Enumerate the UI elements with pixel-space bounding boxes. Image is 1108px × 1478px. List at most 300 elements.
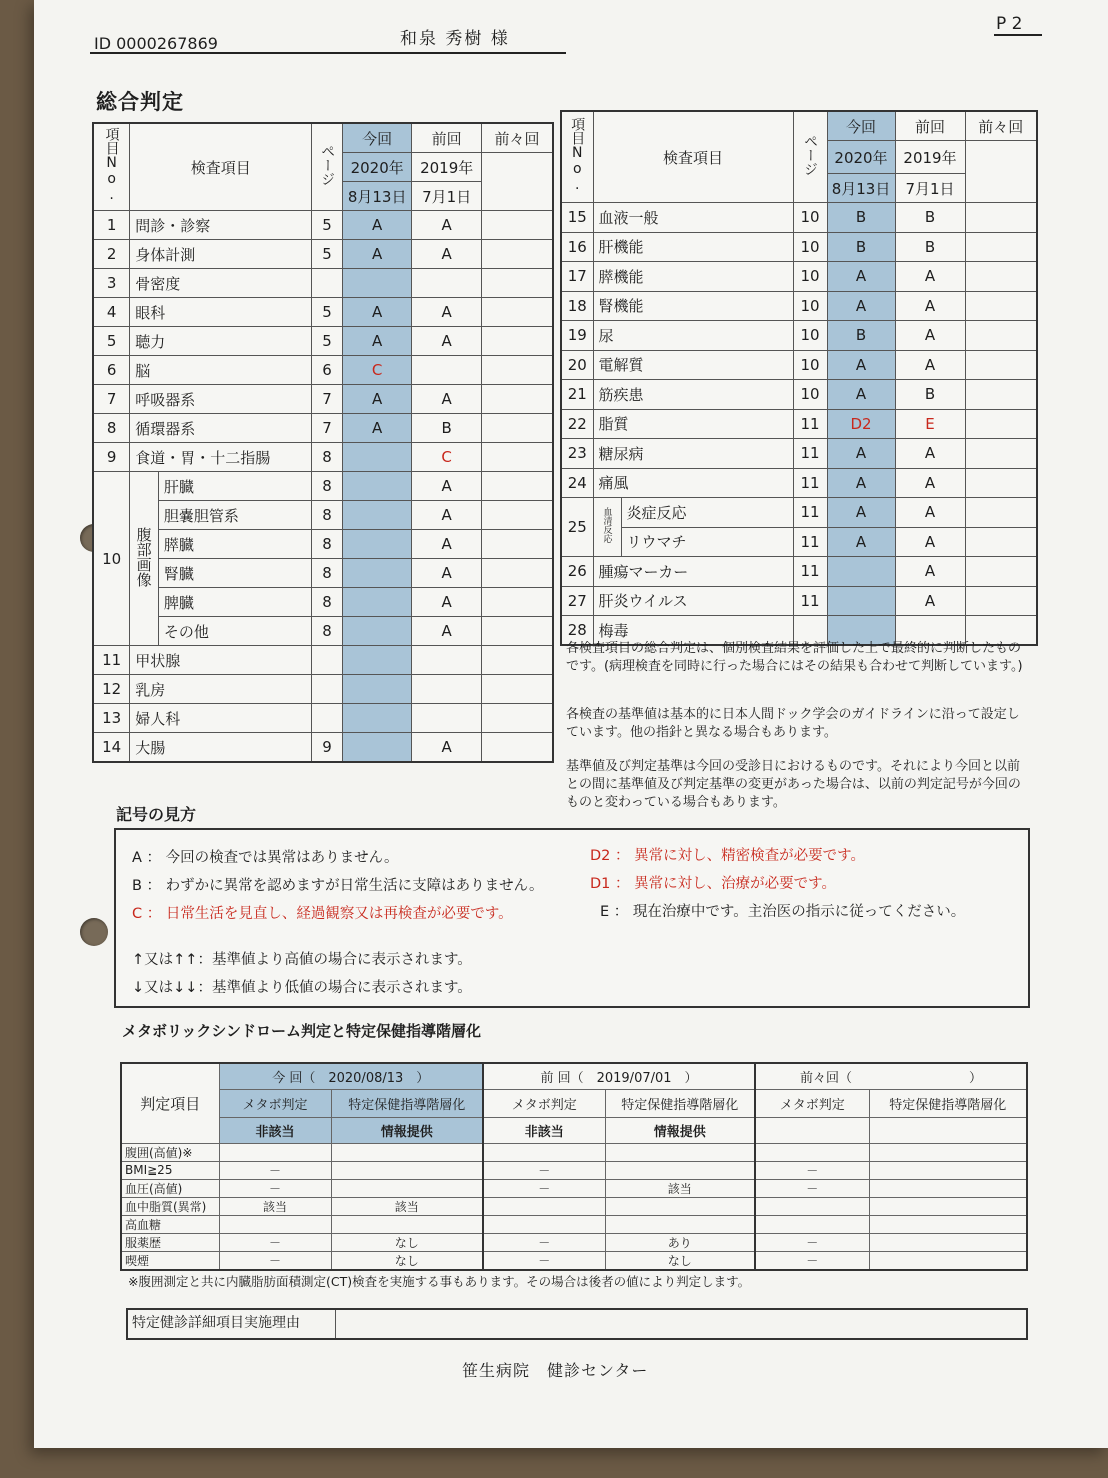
abdominal-group-text: 腹部画像 — [134, 526, 153, 587]
grade-previous: A — [412, 385, 482, 414]
table-row — [561, 262, 1037, 292]
item-name: 電解質 — [593, 350, 793, 380]
cur-metabo-cell: － — [219, 1161, 331, 1179]
grade-previous: E — [895, 409, 965, 439]
table-row — [93, 530, 553, 559]
header-current-year: 2020年 — [342, 153, 412, 182]
grade-before-previous — [481, 327, 553, 356]
prev-metabo-cell: － — [483, 1233, 605, 1251]
grade-current: A — [827, 262, 895, 292]
item-name: 腎機能 — [593, 291, 793, 321]
header-item-no: 項目No. — [93, 123, 130, 211]
metabo-row — [121, 1179, 1027, 1197]
patient-id: ID 0000267869 — [94, 34, 218, 53]
grade-previous: A — [412, 472, 482, 501]
header-before-previous-date — [965, 141, 1037, 203]
grade-before-previous — [965, 380, 1037, 410]
item-page: 11 — [793, 586, 827, 616]
item-name: 膵機能 — [593, 262, 793, 292]
item-no: 21 — [561, 380, 593, 410]
table-row — [93, 675, 553, 704]
item-name: 腎臓 — [158, 559, 311, 588]
reason-box — [126, 1308, 1028, 1340]
page-number: P 2 — [996, 14, 1023, 34]
legend-d2 — [590, 844, 865, 865]
grade-previous: A — [412, 298, 482, 327]
cur-metabo-result: 非該当 — [219, 1117, 331, 1143]
grade-before-previous — [481, 298, 553, 327]
item-name: 循環器系 — [130, 414, 312, 443]
grade-current — [827, 586, 895, 616]
prev-guidance-cell — [605, 1215, 755, 1233]
grade-before-previous — [965, 232, 1037, 262]
table-row — [93, 240, 553, 269]
grade-before-previous — [965, 409, 1037, 439]
prev-metabo-cell — [483, 1143, 605, 1161]
item-name: その他 — [158, 617, 311, 646]
cur-guidance-cell: なし — [331, 1251, 483, 1270]
item-page: 8 — [312, 559, 343, 588]
table-row — [561, 586, 1037, 616]
abdominal-group-label — [130, 472, 159, 646]
grade-before-previous — [481, 501, 553, 530]
punch-hole — [80, 918, 108, 946]
grade-current — [342, 530, 412, 559]
cur-metabo-cell: － — [219, 1251, 331, 1270]
grade-previous: A — [895, 498, 965, 528]
item-page: 10 — [793, 262, 827, 292]
grade-previous: A — [895, 586, 965, 616]
item-page: 8 — [312, 501, 343, 530]
legend-d1 — [590, 872, 836, 893]
table-row — [561, 291, 1037, 321]
item-no: 23 — [561, 439, 593, 469]
item-name: 呼吸器系 — [130, 385, 312, 414]
metabo-table — [120, 1062, 1028, 1271]
item-name: 肝炎ウイルス — [593, 586, 793, 616]
legend-e — [600, 900, 965, 921]
grade-before-previous — [965, 350, 1037, 380]
table-row — [93, 704, 553, 733]
item-name: 梅毒 — [593, 616, 793, 646]
prev2-metabo-cell — [755, 1143, 869, 1161]
header-current-year: 2020年 — [827, 141, 895, 174]
item-page: 10 — [793, 380, 827, 410]
item-page: 8 — [312, 588, 343, 617]
grade-current — [342, 646, 412, 675]
grade-previous: A — [412, 559, 482, 588]
grade-current: A — [827, 527, 895, 557]
metabo-row — [121, 1251, 1027, 1270]
grade-current — [342, 617, 412, 646]
cur-metabo-cell: － — [219, 1233, 331, 1251]
table-row — [561, 380, 1037, 410]
table-row — [93, 588, 553, 617]
item-page: 11 — [793, 557, 827, 587]
table-row — [93, 443, 553, 472]
legend-b: B ： わずかに異常を認めますが日常生活に支障はありません。 — [132, 878, 544, 894]
item-name: 胆嚢胆管系 — [158, 501, 311, 530]
col-metabo-prev2: メタボ判定 — [755, 1089, 869, 1117]
table-row — [93, 646, 553, 675]
item-no: 1 — [93, 211, 130, 240]
grade-before-previous — [965, 203, 1037, 233]
table-row — [93, 269, 553, 298]
item-page: 7 — [312, 414, 343, 443]
item-no: 28 — [561, 616, 593, 646]
grade-previous: A — [412, 327, 482, 356]
grade-previous — [412, 646, 482, 675]
legend-box — [114, 828, 1030, 1008]
grade-before-previous — [965, 586, 1037, 616]
item-no: 25 — [561, 498, 593, 557]
item-page: 5 — [312, 298, 343, 327]
table-row — [93, 414, 553, 443]
cur-guidance-cell — [331, 1179, 483, 1197]
grade-current — [342, 269, 412, 298]
table-row — [561, 409, 1037, 439]
table-row — [93, 356, 553, 385]
grade-previous: B — [412, 414, 482, 443]
table-row — [561, 203, 1037, 233]
item-name: 脾臓 — [158, 588, 311, 617]
table-row — [561, 439, 1037, 469]
grade-current: A — [342, 414, 412, 443]
col-metabo-previous: メタボ判定 — [483, 1089, 605, 1117]
grade-current: A — [827, 350, 895, 380]
cur-metabo-cell — [219, 1143, 331, 1161]
item-no: 7 — [93, 385, 130, 414]
prev-metabo-cell: － — [483, 1179, 605, 1197]
grade-before-previous — [481, 269, 553, 298]
grade-before-previous — [481, 356, 553, 385]
item-page — [312, 675, 343, 704]
item-no: 8 — [93, 414, 130, 443]
item-page: 5 — [312, 327, 343, 356]
item-page: 10 — [793, 232, 827, 262]
grade-before-previous — [481, 385, 553, 414]
table-row — [93, 617, 553, 646]
item-name: 糖尿病 — [593, 439, 793, 469]
metabo-row-label: 血圧(高値) — [121, 1179, 219, 1197]
item-no: 27 — [561, 586, 593, 616]
item-name: 尿 — [593, 321, 793, 351]
prev2-guidance-cell — [869, 1179, 1027, 1197]
prev-guidance-cell: あり — [605, 1233, 755, 1251]
item-page: 5 — [312, 240, 343, 269]
header-underline — [90, 52, 566, 54]
item-name: 肝臓 — [158, 472, 311, 501]
prev2-metabo-cell — [755, 1197, 869, 1215]
item-name: 炎症反応 — [621, 498, 793, 528]
metabo-current-header: 今 回（ 2020/08/13 ） — [219, 1063, 483, 1089]
table-row — [93, 559, 553, 588]
item-no: 22 — [561, 409, 593, 439]
legend-title: 記号の見方 — [116, 805, 197, 824]
grade-before-previous — [481, 240, 553, 269]
header-before-previous: 前々回 — [965, 111, 1037, 141]
item-name: 問診・診察 — [130, 211, 312, 240]
header-previous-year: 2019年 — [895, 141, 965, 174]
header-page: ページ — [312, 123, 343, 211]
item-name: 食道・胃・十二指腸 — [130, 443, 312, 472]
reason-label: 特定健診詳細項目実施理由 — [128, 1310, 336, 1338]
grade-before-previous — [965, 291, 1037, 321]
item-name: 筋疾患 — [593, 380, 793, 410]
prev2-metabo-cell — [755, 1215, 869, 1233]
item-no: 6 — [93, 356, 130, 385]
grade-before-previous — [481, 443, 553, 472]
grade-before-previous — [965, 321, 1037, 351]
header-current: 今回 — [827, 111, 895, 141]
grade-current: A — [827, 380, 895, 410]
grade-before-previous — [481, 530, 553, 559]
item-no: 3 — [93, 269, 130, 298]
prev2-metabo-cell: － — [755, 1179, 869, 1197]
metabo-row-label: 腹囲(高値)※ — [121, 1143, 219, 1161]
item-name: リウマチ — [621, 527, 793, 557]
judgement-table-left — [92, 122, 554, 763]
grade-previous: A — [895, 527, 965, 557]
header-before-previous: 前々回 — [481, 123, 553, 153]
table-row — [93, 733, 553, 763]
col-guidance-current: 特定保健指導階層化 — [331, 1089, 483, 1117]
item-no: 5 — [93, 327, 130, 356]
item-no: 4 — [93, 298, 130, 327]
prev-guidance-cell: 該当 — [605, 1179, 755, 1197]
grade-previous: A — [895, 262, 965, 292]
metabo-row-label: 血中脂質(異常) — [121, 1197, 219, 1215]
page-underline — [994, 34, 1042, 36]
table-row — [93, 298, 553, 327]
metabo-footnote: ※腹囲測定と共に内臓脂肪面積測定(CT)検査を実施する事もあります。その場合は後者の値により判定します。 — [128, 1274, 751, 1289]
grade-previous: B — [895, 203, 965, 233]
item-no: 12 — [93, 675, 130, 704]
grade-previous: C — [412, 443, 482, 472]
grade-current — [827, 557, 895, 587]
prev-metabo-cell — [483, 1215, 605, 1233]
serum-group-label — [593, 498, 621, 557]
metabo-prev2-header: 前々回（ ） — [755, 1063, 1027, 1089]
item-page: 11 — [793, 439, 827, 469]
header-item: 検査項目 — [593, 111, 793, 203]
grade-previous: A — [412, 733, 482, 763]
grade-current: B — [827, 321, 895, 351]
metabo-row — [121, 1161, 1027, 1179]
grade-current: A — [827, 439, 895, 469]
metabo-row-label: 喫煙 — [121, 1251, 219, 1270]
grade-current — [342, 704, 412, 733]
grade-previous: A — [895, 468, 965, 498]
table-row — [93, 472, 553, 501]
legend-a: A ： 今回の検査では異常はありません。 — [132, 850, 399, 866]
header-previous: 前回 — [895, 111, 965, 141]
judge-item-label: 判定項目 — [121, 1063, 219, 1143]
grade-before-previous — [481, 588, 553, 617]
legend-up: ↑又は↑↑：基準値より高値の場合に表示されます。 — [132, 952, 472, 968]
grade-before-previous — [965, 498, 1037, 528]
prev2-guidance-cell — [869, 1161, 1027, 1179]
grade-previous: A — [895, 439, 965, 469]
table-row — [561, 468, 1037, 498]
table-row — [93, 327, 553, 356]
table-row — [93, 211, 553, 240]
item-no: 24 — [561, 468, 593, 498]
metabo-row-label: 服薬歴 — [121, 1233, 219, 1251]
prev-guidance-cell — [605, 1143, 755, 1161]
item-name: 膵臓 — [158, 530, 311, 559]
grade-previous: A — [895, 557, 965, 587]
item-no: 16 — [561, 232, 593, 262]
note-3: 基準値及び判定基準は今回の受診日におけるものです。それにより今回と以前との間に基準値及び判定基準の変更があった場合は、以前の判定記号が今回のものと変わっている場合もあります。 — [566, 759, 1021, 810]
item-no: 18 — [561, 291, 593, 321]
grade-before-previous — [965, 439, 1037, 469]
item-no: 2 — [93, 240, 130, 269]
grade-current: A — [827, 468, 895, 498]
grade-current: A — [342, 211, 412, 240]
cur-guidance-result: 情報提供 — [331, 1117, 483, 1143]
item-name: 痛風 — [593, 468, 793, 498]
legend-d1-text: D1 ： 異常に対し、治療が必要です。 — [590, 876, 836, 892]
table-row — [561, 557, 1037, 587]
prev-metabo-cell: － — [483, 1161, 605, 1179]
metabo-row-label: 高血糖 — [121, 1215, 219, 1233]
grade-previous: A — [412, 588, 482, 617]
grade-current: A — [342, 298, 412, 327]
header-previous: 前回 — [412, 123, 482, 153]
grade-current: C — [342, 356, 412, 385]
metabo-row-label: BMI≧25 — [121, 1161, 219, 1179]
item-name: 脂質 — [593, 409, 793, 439]
item-name: 肝機能 — [593, 232, 793, 262]
header-previous-year: 2019年 — [412, 153, 482, 182]
item-no: 20 — [561, 350, 593, 380]
item-page: 11 — [793, 409, 827, 439]
grade-previous: A — [412, 617, 482, 646]
grade-current — [342, 559, 412, 588]
cur-guidance-cell — [331, 1143, 483, 1161]
header-item: 検査項目 — [130, 123, 312, 211]
cur-guidance-cell: なし — [331, 1233, 483, 1251]
item-name: 脳 — [130, 356, 312, 385]
item-page: 8 — [312, 530, 343, 559]
item-page: 7 — [312, 385, 343, 414]
grade-current: A — [827, 291, 895, 321]
item-page: 11 — [793, 468, 827, 498]
grade-before-previous — [481, 559, 553, 588]
grade-current: A — [342, 327, 412, 356]
item-name: 大腸 — [130, 733, 312, 763]
grade-current: D2 — [827, 409, 895, 439]
item-name: 身体計測 — [130, 240, 312, 269]
col-guidance-previous: 特定保健指導階層化 — [605, 1089, 755, 1117]
cur-metabo-cell — [219, 1215, 331, 1233]
item-no: 10 — [93, 472, 130, 646]
legend-down: ↓又は↓↓：基準値より低値の場合に表示されます。 — [132, 980, 472, 996]
grade-previous — [412, 356, 482, 385]
item-page: 10 — [793, 321, 827, 351]
cur-metabo-cell: 該当 — [219, 1197, 331, 1215]
cur-guidance-cell: 該当 — [331, 1197, 483, 1215]
grade-previous: A — [895, 321, 965, 351]
item-name: 眼科 — [130, 298, 312, 327]
grade-before-previous — [481, 211, 553, 240]
grade-current — [342, 675, 412, 704]
note-1: 各検査項目の総合判定は、個別検査結果を評価した上で最終的に判断したものです。(病理検査を同時に行った場合にはその結果も合わせて判断しています。) — [566, 641, 1023, 674]
grade-before-previous — [481, 733, 553, 763]
table-row — [93, 385, 553, 414]
item-no: 11 — [93, 646, 130, 675]
cur-guidance-cell — [331, 1161, 483, 1179]
grade-previous: A — [895, 291, 965, 321]
item-name: 乳房 — [130, 675, 312, 704]
grade-current: A — [342, 385, 412, 414]
legend-e-text: E ： 現在治療中です。主治医の指示に従ってください。 — [600, 904, 966, 920]
legend-d2-text: D2 ： 異常に対し、精密検査が必要です。 — [590, 848, 865, 864]
grade-current: B — [827, 203, 895, 233]
cur-metabo-cell: － — [219, 1179, 331, 1197]
grade-before-previous — [965, 468, 1037, 498]
grade-previous — [412, 269, 482, 298]
prev2-guidance-cell — [869, 1233, 1027, 1251]
item-page — [312, 704, 343, 733]
item-no: 19 — [561, 321, 593, 351]
table-row — [561, 498, 1037, 528]
grade-current — [342, 443, 412, 472]
prev2-guidance-cell — [869, 1197, 1027, 1215]
metabo-row — [121, 1215, 1027, 1233]
prev2-metabo-cell: － — [755, 1251, 869, 1270]
item-page — [312, 269, 343, 298]
metabo-row — [121, 1143, 1027, 1161]
header-previous-date: 7月1日 — [412, 182, 482, 211]
prev-guidance-cell — [605, 1161, 755, 1179]
item-no: 13 — [93, 704, 130, 733]
item-page — [312, 646, 343, 675]
prev2-guidance-cell — [869, 1215, 1027, 1233]
grade-previous: A — [412, 530, 482, 559]
col-guidance-prev2: 特定保健指導階層化 — [869, 1089, 1027, 1117]
item-page: 11 — [793, 498, 827, 528]
table-row — [561, 527, 1037, 557]
header-current: 今回 — [342, 123, 412, 153]
item-page: 8 — [312, 472, 343, 501]
prev-guidance-result: 情報提供 — [605, 1117, 755, 1143]
item-name: 骨密度 — [130, 269, 312, 298]
grade-current — [342, 733, 412, 763]
metabo-title: メタボリックシンドローム判定と特定保健指導階層化 — [122, 1022, 482, 1040]
item-name: 血液一般 — [593, 203, 793, 233]
col-metabo-current: メタボ判定 — [219, 1089, 331, 1117]
item-page: 6 — [312, 356, 343, 385]
table-row — [561, 321, 1037, 351]
grade-previous: B — [895, 232, 965, 262]
prev2-guidance-cell — [869, 1251, 1027, 1270]
item-name: 聴力 — [130, 327, 312, 356]
header-current-date: 8月13日 — [342, 182, 412, 211]
item-name: 腫瘍マーカー — [593, 557, 793, 587]
grade-before-previous — [481, 414, 553, 443]
table-row — [561, 350, 1037, 380]
grade-previous: A — [412, 211, 482, 240]
legend-c: C ： 日常生活を見直し、経過観察又は再検査が必要です。 — [132, 906, 513, 922]
grade-previous: A — [412, 501, 482, 530]
prev2-metabo-result — [755, 1117, 869, 1143]
cur-guidance-cell — [331, 1215, 483, 1233]
grade-before-previous — [965, 557, 1037, 587]
item-name: 甲状腺 — [130, 646, 312, 675]
footer-center: 笹生病院 健診センター — [462, 1361, 649, 1380]
